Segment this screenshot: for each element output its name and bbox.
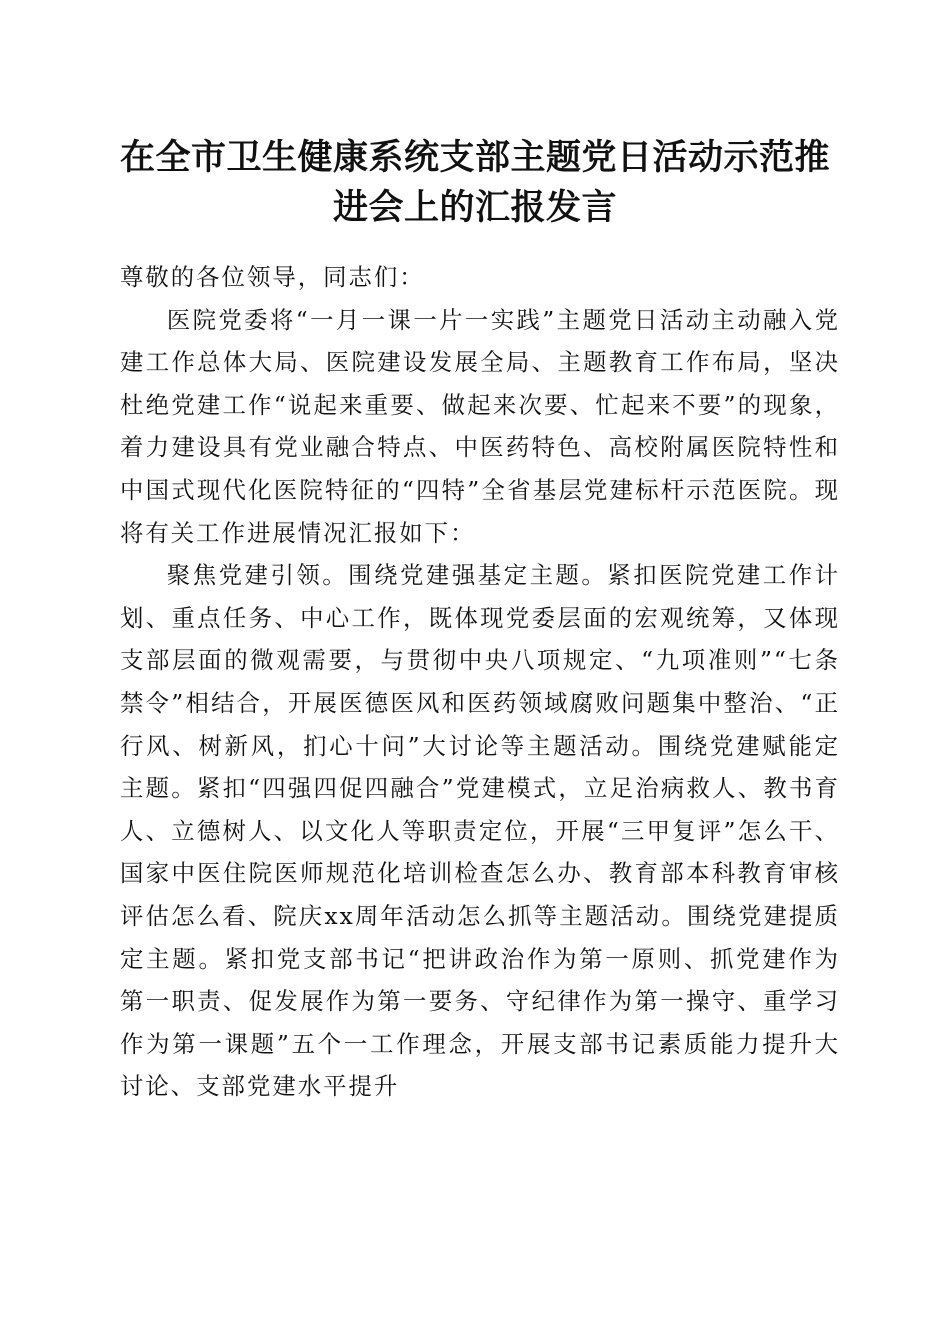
title-line-1: 在全市卫生健康系统支部主题党日活动示范推 — [119, 137, 830, 178]
paragraph-party-building: 聚焦党建引领。围绕党建强基定主题。紧扣医院党建工作计划、重点任务、中心工作，既体现党委层面的宏观统筹，又体现支部层面的微观需要，与贯彻中央八项规定、“九项准则”“七条禁令”相结合，开展医德医风和医药领域腐败问题集中整治、“正行风、树新风，扪心十问”大讨论等主题活动。围绕党建赋能定主题。紧扣“四强四促四融合”党建模式，立足治病救人、教书育人、立德树人、以文化人等职责定位，开展“三甲复评”怎么干、国家中医住院医师规范化培训检查怎么办、教育部本科教育审核评估怎么看、院庆xx周年活动怎么抓等主题活动。围绕党建提质定主题。紧扣党支部书记“把讲政治作为第一原则、抓党建作为第一职责、促发展作为第一要务、守纪律作为第一操守、重学习作为第一课题”五个一工作理念，开展支部书记素质能力提升大讨论、支部党建水平提升 — [120, 561, 840, 1101]
document-title — [100, 133, 850, 233]
title-line-2: 进会上的汇报发言 — [332, 187, 617, 228]
paragraph-intro: 医院党委将“一月一课一片一实践”主题党日活动主动融入党建工作总体大局、医院建设发展全局、主题教育工作布局，坚决杜绝党建工作“说起来重要、做起来次要、忙起来不要”的现象，着力建设具有党业融合特点、中医药特色、高校附属医院特性和中国式现代化医院特征的“四特”全省基层党建标杆示范医院。现将有关工作进展情况汇报如下： — [120, 305, 840, 547]
document-body — [120, 256, 840, 1108]
salutation: 尊敬的各位领导，同志们： — [120, 263, 425, 291]
